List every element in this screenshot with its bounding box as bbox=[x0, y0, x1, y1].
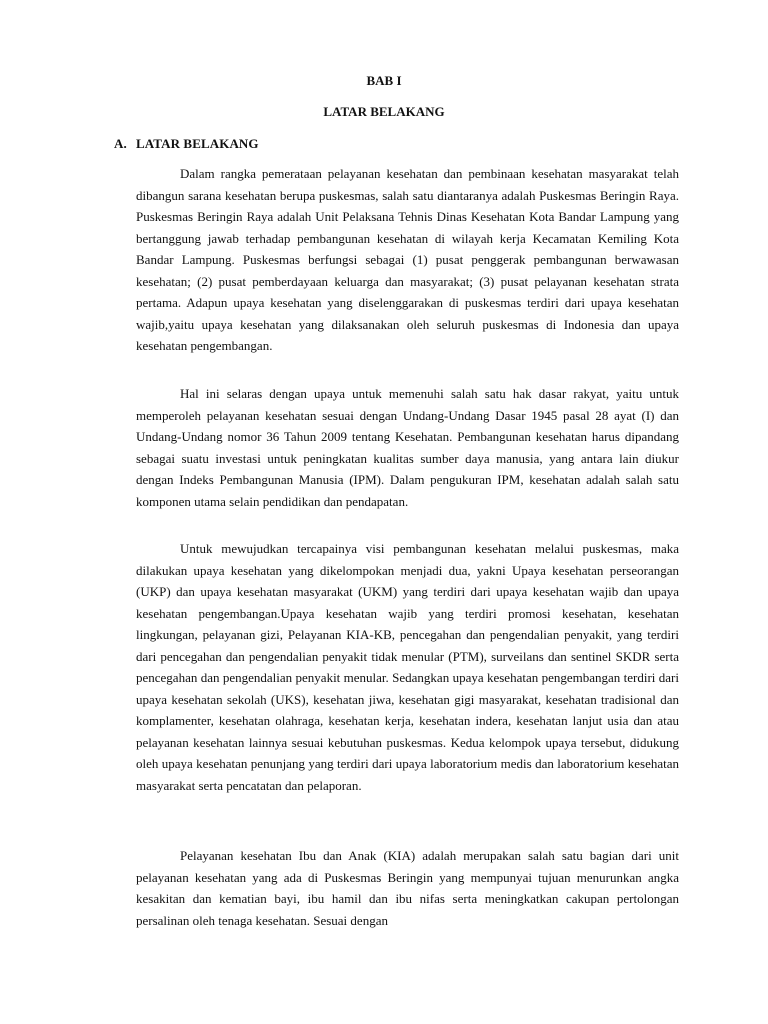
chapter-number: BAB I bbox=[366, 73, 402, 88]
chapter-title: LATAR BELAKANG bbox=[323, 104, 445, 119]
section-title: LATAR BELAKANG bbox=[136, 136, 259, 151]
paragraph-4: Pelayanan kesehatan Ibu dan Anak (KIA) adalah merupakan salah satu bagian dari unit pelayanan kesehatan yang ada di Puskesmas Beringin yang mempunyai tujuan menurunkan angka kesakitan dan kematian bayi, ibu hamil dan ibu nifas serta meningkatkan cakupan pertolongan persalinan oleh tenaga kesehatan. Sesuai dengan bbox=[136, 848, 679, 928]
paragraph-3: Untuk mewujudkan tercapainya visi pembangunan kesehatan melalui puskesmas, maka dilakukan upaya kesehatan yang dikelompokan menjadi dua, yakni Upaya kesehatan perseorangan (UKP) dan upaya kesehatan masyarakat (UKM) yang terdiri dari upaya kesehatan wajib dan upaya kesehatan pengembangan.Upaya kesehatan wajib yang terdiri promosi kesehatan, kesehatan lingkungan, pelayanan gizi, Pelayanan KIA-KB, pencegahan dan pengendalian penyakit, yang terdiri dari pencegahan dan pengendalian penyakit tidak menular (PTM), surveilans dan sentinel SKDR serta pencegahan dan pengendalian penyakit menular. Sedangkan upaya kesehatan pengembangan terdiri dari upaya kesehatan sekolah (UKS), kesehatan jiwa, kesehatan gigi masyarakat, kesehatan tradisional dan komplamenter, kesehatan olahraga, kesehatan kerja, kesehatan indera, kesehatan lanjut usia dan atau pelayanan kesehatan lainnya sesuai kebutuhan puskesmas. Kedua kelompok upaya tersebut, didukung oleh upaya kesehatan penunjang yang terdiri dari upaya laboratorium medis dan laboratorium kesehatan masyarakat serta pencatatan dan pelaporan. bbox=[136, 541, 679, 793]
paragraph-1: Dalam rangka pemerataan pelayanan kesehatan dan pembinaan kesehatan masyarakat telah dibangun sarana kesehatan berupa puskesmas, salah satu diantaranya adalah Puskesmas Beringin Raya. Puskesmas Beringin Raya adalah Unit Pelaksana Tehnis Dinas Kesehatan Kota Bandar Lampung yang bertanggung jawab terhadap pembangunan kesehatan di wilayah kerja Kecamatan Kemiling Kota Bandar Lampung. Puskesmas berfungsi sebagai (1) pusat penggerak pembangunan berwawasan kesehatan; (2) pusat pemberdayaan keluarga dan masyarakat; (3) pusat pelayanan kesehatan strata pertama. Adapun upaya kesehatan yang diselenggarakan di puskesmas terdiri dari upaya kesehatan wajib,yaitu upaya kesehatan yang dilaksanakan oleh seluruh puskesmas di Indonesia dan upaya kesehatan pengembangan. bbox=[136, 166, 679, 353]
paragraph-2: Hal ini selaras dengan upaya untuk memenuhi salah satu hak dasar rakyat, yaitu untuk memperoleh pelayanan kesehatan sesuai dengan Undang-Undang Dasar 1945 pasal 28 ayat (I) dan Undang-Undang nomor 36 Tahun 2009 tentang Kesehatan. Pembangunan kesehatan harus dipandang sebagai suatu investasi untuk peningkatan kualitas sumber daya manusia, yang antara lain diukur dengan Indeks Pembangunan Manusia (IPM). Dalam pengukuran IPM, kesehatan adalah salah satu komponen utama selain pendidikan dan pendapatan. bbox=[136, 386, 679, 509]
section-heading bbox=[114, 136, 259, 152]
section-number: A. bbox=[114, 136, 127, 151]
